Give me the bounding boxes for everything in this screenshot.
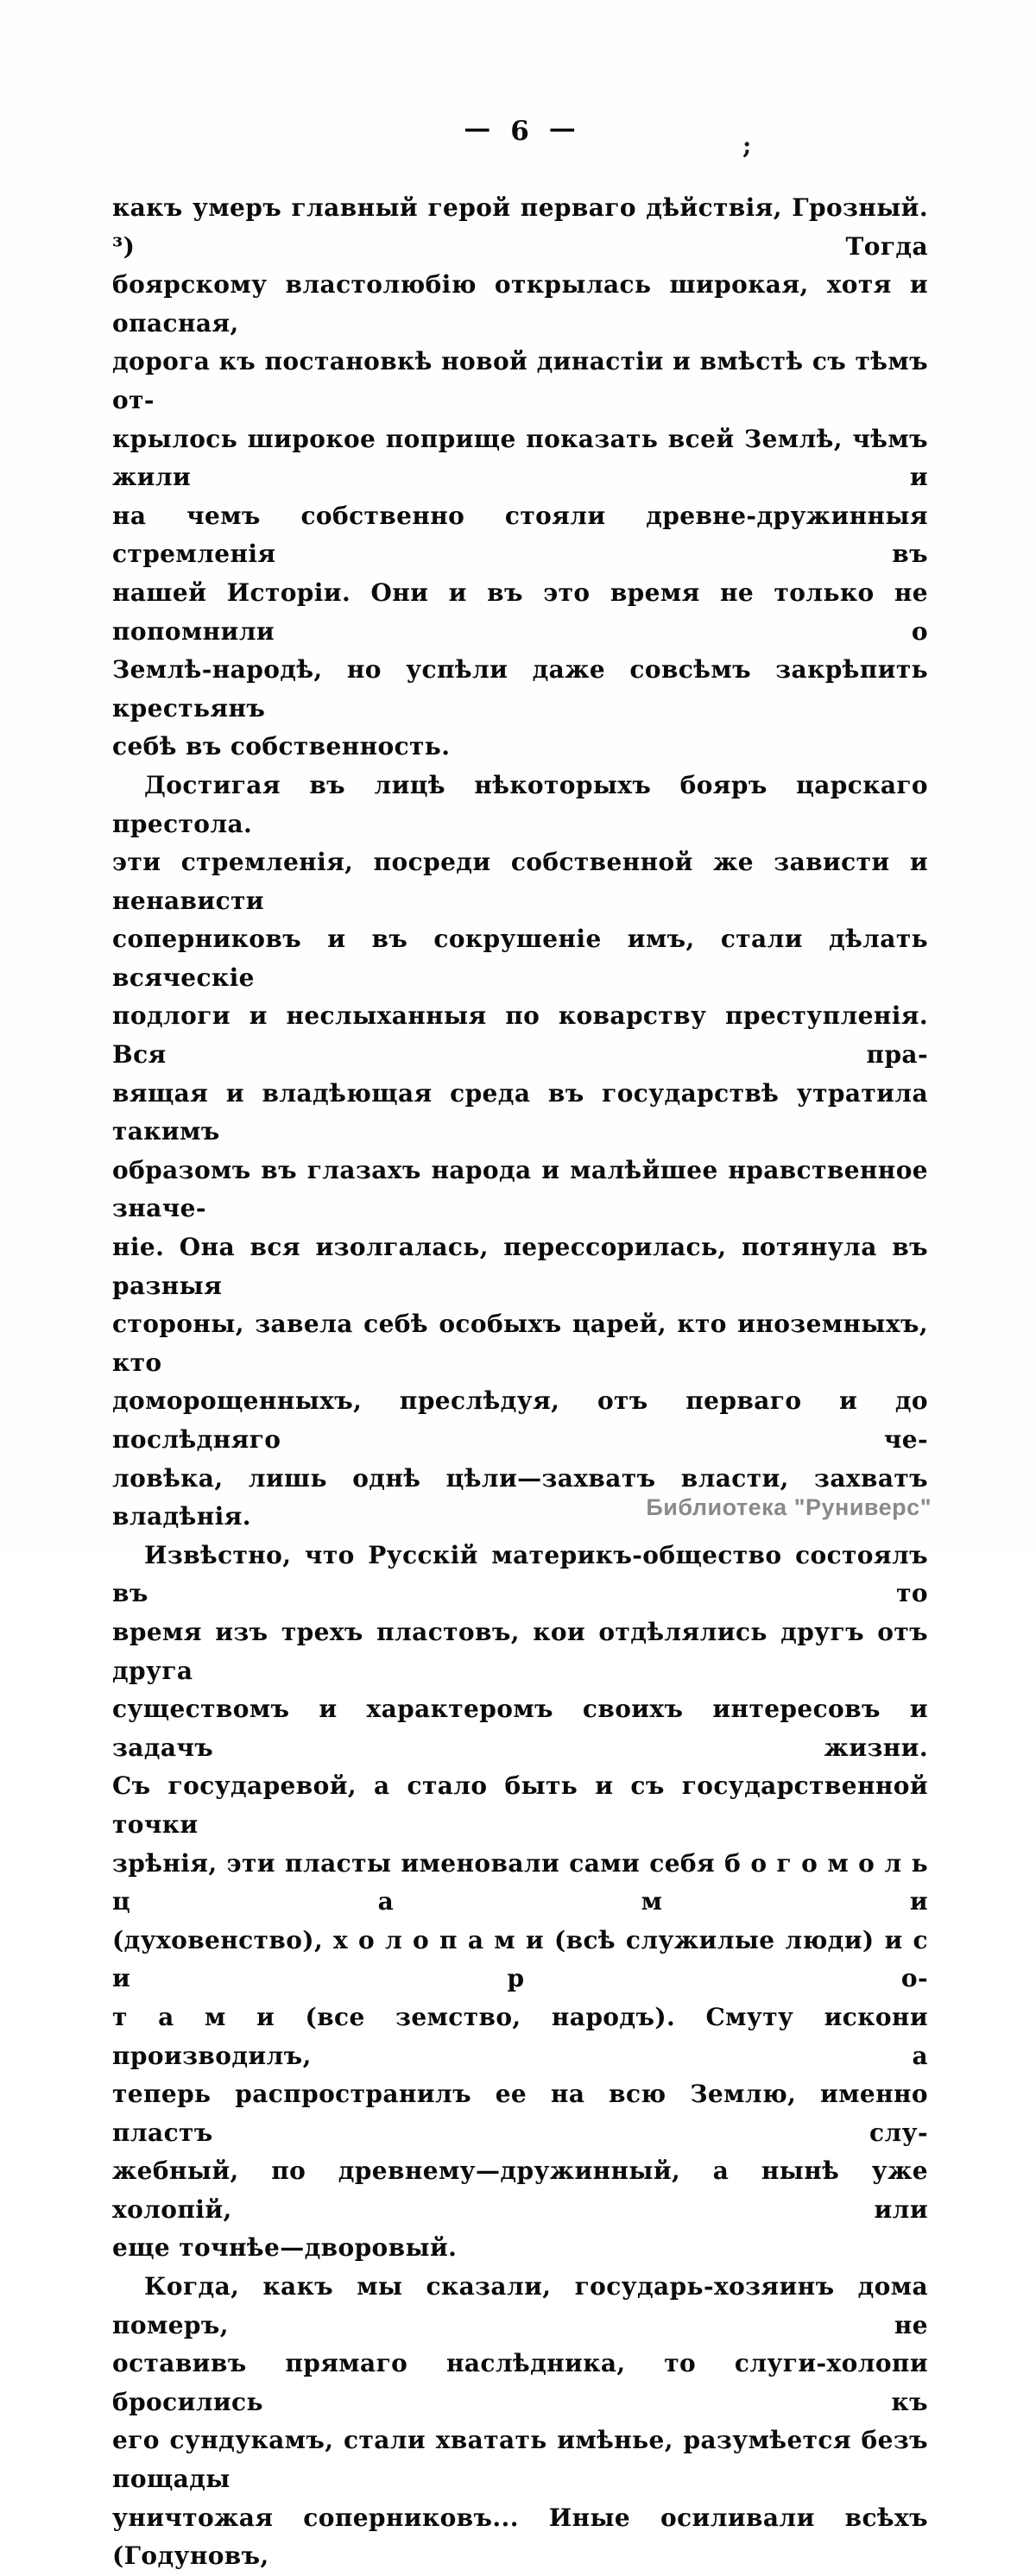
text-line: какъ умеръ главный герой перваго дѣйствія, Грозный. ³) Тогда (112, 193, 928, 261)
header-left-dash: — (464, 113, 492, 144)
header-right-dash: — (548, 113, 577, 144)
text-line: стороны, завела себѣ особыхъ царей, кто иноземныхъ, кто (112, 1310, 928, 1377)
text-line: (духовенство), х о л о п а м и (всѣ служилые люди) и с и р о- (112, 1925, 928, 1993)
text-line: Извѣстно, что Русскій материкъ-общество состоялъ въ то (112, 1540, 928, 1608)
text-line: на чемъ собственно стояли древне-дружинныя стремленія въ (112, 501, 928, 569)
text-line: Съ государевой, а стало быть и съ государственной точки (112, 1771, 928, 1839)
text-line: время изъ трехъ пластовъ, кои отдѣлялись другъ отъ друга (112, 1617, 928, 1685)
text-line: доморощенныхъ, преслѣдуя, отъ перваго и до послѣдняго че- (112, 1386, 928, 1454)
text-line: себѣ въ собственность. (112, 732, 451, 761)
ink-speck-semicolon: ; (742, 131, 752, 160)
text-line: ніе. Она вся изолгалась, перессорилась, потянула въ разныя (112, 1233, 928, 1300)
text-line: ловѣка, лишь однѣ цѣли—захватъ власти, захватъ владѣнія. (112, 1463, 928, 1531)
text-block (112, 189, 928, 2576)
page-number: 6 (510, 116, 530, 147)
text-line: т а м и (все земство, народъ). Смуту искони производилъ, а (112, 2002, 928, 2070)
text-line: боярскому властолюбію открылась широкая, хотя и опасная, (112, 270, 928, 338)
text-line: нашей Исторіи. Они и въ это время не только не попомнили о (112, 578, 928, 646)
text-line: существомъ и характеромъ своихъ интересовъ и задачъ жизни. (112, 1695, 928, 1762)
text-line: теперь распространилъ ее на всю Землю, именно пластъ слу- (112, 2080, 928, 2147)
text-line: крылось широкое поприще показать всей Землѣ, чѣмъ жили и (112, 424, 928, 492)
text-line: подлоги и неслыханныя по коварству преступленія. Вся пра- (112, 1001, 928, 1070)
text-line: образомъ въ глазахъ народа и малѣйшее нравственное значе- (112, 1155, 928, 1223)
text-line: соперниковъ и въ сокрушеніе имъ, стали дѣлать всяческіе (112, 925, 928, 992)
text-line: оставивъ прямаго наслѣдника, то слуги-холопи бросились къ (112, 2349, 928, 2416)
text-line: Достигая въ лицѣ нѣкоторыхъ бояръ царскаго престола. (112, 770, 928, 838)
page-header (112, 113, 928, 147)
text-line: зрѣнія, эти пласты именовали сами себя б о г о м о л ь ц а м и (112, 1848, 928, 1916)
text-line: Землѣ-народѣ, но успѣли даже совсѣмъ закрѣпить крестьянъ (112, 655, 928, 723)
library-watermark: Библиотека "Руниверс" (646, 1494, 932, 1520)
text-line: еще точнѣе—дворовый. (112, 2233, 458, 2263)
text-line: уничтожая соперниковъ... Иные осиливали всѣхъ (Годуновъ, (112, 2503, 928, 2571)
text-line: жебный, по древнему—дружинный, а нынѣ уже холопій, или (112, 2156, 928, 2224)
text-line: дорога къ постановкѣ новой династіи и вмѣстѣ съ тѣмъ от- (112, 347, 928, 414)
text-line: его сундукамъ, стали хватать имѣнье, разумѣется безъ пощады (112, 2426, 928, 2494)
text-line: вящая и владѣющая среда въ государствѣ утратила такимъ (112, 1078, 928, 1146)
text-line: Когда, какъ мы сказали, государь-хозяинъ дома померъ, не (112, 2272, 928, 2339)
text-line: эти стремленія, посреди собственной же зависти и ненависти (112, 848, 928, 915)
